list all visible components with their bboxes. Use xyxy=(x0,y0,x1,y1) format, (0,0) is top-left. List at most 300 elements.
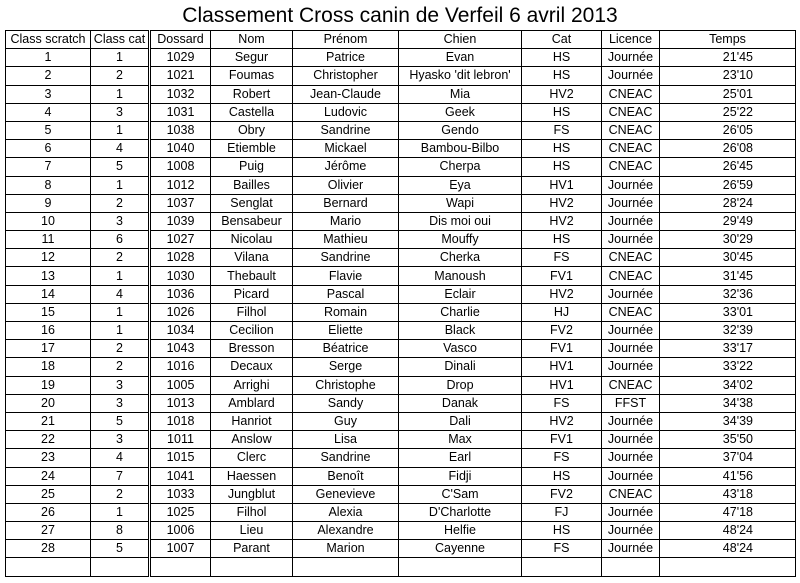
cell-licence: CNEAC xyxy=(602,85,660,103)
cell-chien: Manoush xyxy=(399,267,522,285)
cell-licence: FFST xyxy=(602,394,660,412)
cell-licence: Journée xyxy=(602,322,660,340)
cell-cat: HV2 xyxy=(522,85,602,103)
cell-class-cat: 7 xyxy=(91,467,150,485)
table-row xyxy=(6,322,796,340)
cell-class-scratch: 5 xyxy=(6,121,91,139)
cell-licence: CNEAC xyxy=(602,121,660,139)
cell-temps: 33'17 xyxy=(660,340,796,358)
cell-temps: 37'04 xyxy=(660,449,796,467)
cell-temps: 43'18 xyxy=(660,485,796,503)
header-row xyxy=(6,31,796,49)
cell-dossard: 1007 xyxy=(150,540,211,558)
cell-prenom: Ludovic xyxy=(293,103,399,121)
cell-chien: Cherka xyxy=(399,249,522,267)
cell-chien: Wapi xyxy=(399,194,522,212)
col-header-prenom: Prénom xyxy=(293,31,399,49)
cell-chien: Dinali xyxy=(399,358,522,376)
cell-dossard: 1026 xyxy=(150,303,211,321)
cell-chien: Evan xyxy=(399,49,522,67)
cell-nom: Jungblut xyxy=(211,485,293,503)
cell-nom: Cecilion xyxy=(211,322,293,340)
table-row xyxy=(6,540,796,558)
cell-chien: Max xyxy=(399,431,522,449)
cell-chien: Black xyxy=(399,322,522,340)
cell-licence: CNEAC xyxy=(602,249,660,267)
cell-dossard: 1008 xyxy=(150,158,211,176)
cell-licence: CNEAC xyxy=(602,158,660,176)
cell-prenom: Pascal xyxy=(293,285,399,303)
cell-nom: Castella xyxy=(211,103,293,121)
cell-temps: 25'01 xyxy=(660,85,796,103)
cell-chien xyxy=(399,558,522,576)
cell-licence: Journée xyxy=(602,67,660,85)
cell-cat xyxy=(522,558,602,576)
cell-cat: HS xyxy=(522,49,602,67)
cell-dossard: 1029 xyxy=(150,49,211,67)
col-header-nom: Nom xyxy=(211,31,293,49)
cell-licence: Journée xyxy=(602,431,660,449)
cell-cat: FS xyxy=(522,121,602,139)
cell-cat: FV1 xyxy=(522,340,602,358)
cell-chien: Mia xyxy=(399,85,522,103)
cell-class-scratch: 6 xyxy=(6,140,91,158)
cell-licence: Journée xyxy=(602,503,660,521)
cell-class-cat: 1 xyxy=(91,267,150,285)
cell-class-cat: 5 xyxy=(91,540,150,558)
cell-temps: 35'50 xyxy=(660,431,796,449)
cell-class-cat: 2 xyxy=(91,358,150,376)
cell-class-scratch: 24 xyxy=(6,467,91,485)
table-row xyxy=(6,303,796,321)
cell-chien: Fidji xyxy=(399,467,522,485)
cell-cat: HJ xyxy=(522,303,602,321)
cell-chien: Cayenne xyxy=(399,540,522,558)
cell-prenom: Serge xyxy=(293,358,399,376)
cell-dossard: 1036 xyxy=(150,285,211,303)
cell-cat: FV2 xyxy=(522,485,602,503)
cell-cat: FV1 xyxy=(522,267,602,285)
cell-temps: 26'59 xyxy=(660,176,796,194)
cell-cat: HV1 xyxy=(522,358,602,376)
table-row xyxy=(6,394,796,412)
cell-temps: 47'18 xyxy=(660,503,796,521)
cell-class-cat: 2 xyxy=(91,67,150,85)
table-row xyxy=(6,485,796,503)
cell-chien: Geek xyxy=(399,103,522,121)
cell-dossard: 1018 xyxy=(150,412,211,430)
cell-cat: HV2 xyxy=(522,212,602,230)
table-row xyxy=(6,376,796,394)
cell-class-cat: 1 xyxy=(91,176,150,194)
cell-licence: CNEAC xyxy=(602,376,660,394)
cell-prenom: Guy xyxy=(293,412,399,430)
cell-class-cat: 3 xyxy=(91,103,150,121)
cell-class-scratch: 4 xyxy=(6,103,91,121)
cell-licence: Journée xyxy=(602,285,660,303)
col-header-class-scratch: Class scratch xyxy=(6,31,91,49)
cell-temps: 23'10 xyxy=(660,67,796,85)
cell-chien: Eclair xyxy=(399,285,522,303)
results-body xyxy=(6,49,796,576)
cell-prenom: Mathieu xyxy=(293,231,399,249)
cell-cat: FS xyxy=(522,249,602,267)
cell-dossard: 1034 xyxy=(150,322,211,340)
cell-prenom: Genevieve xyxy=(293,485,399,503)
cell-class-scratch: 21 xyxy=(6,412,91,430)
cell-prenom: Mickael xyxy=(293,140,399,158)
cell-licence: CNEAC xyxy=(602,267,660,285)
cell-class-scratch: 15 xyxy=(6,303,91,321)
cell-licence: Journée xyxy=(602,522,660,540)
cell-class-scratch: 2 xyxy=(6,67,91,85)
cell-nom: Puig xyxy=(211,158,293,176)
table-row xyxy=(6,249,796,267)
cell-class-cat: 3 xyxy=(91,431,150,449)
cell-dossard: 1038 xyxy=(150,121,211,139)
cell-cat: FV1 xyxy=(522,431,602,449)
cell-prenom: Mario xyxy=(293,212,399,230)
cell-prenom: Christopher xyxy=(293,67,399,85)
cell-class-cat: 4 xyxy=(91,449,150,467)
cell-class-scratch: 12 xyxy=(6,249,91,267)
cell-dossard xyxy=(150,558,211,576)
cell-prenom: Patrice xyxy=(293,49,399,67)
cell-cat: FS xyxy=(522,449,602,467)
cell-dossard: 1025 xyxy=(150,503,211,521)
cell-temps: 48'24 xyxy=(660,540,796,558)
cell-temps: 32'39 xyxy=(660,322,796,340)
cell-class-scratch: 25 xyxy=(6,485,91,503)
cell-nom: Filhol xyxy=(211,303,293,321)
cell-prenom: Béatrice xyxy=(293,340,399,358)
cell-dossard: 1027 xyxy=(150,231,211,249)
cell-prenom: Marion xyxy=(293,540,399,558)
cell-cat: FV2 xyxy=(522,322,602,340)
cell-nom: Bailles xyxy=(211,176,293,194)
cell-class-scratch: 11 xyxy=(6,231,91,249)
cell-temps: 26'08 xyxy=(660,140,796,158)
cell-temps: 48'24 xyxy=(660,522,796,540)
table-row xyxy=(6,49,796,67)
cell-class-cat: 1 xyxy=(91,503,150,521)
col-header-cat: Cat xyxy=(522,31,602,49)
cell-licence xyxy=(602,558,660,576)
cell-licence: Journée xyxy=(602,212,660,230)
cell-prenom: Jérôme xyxy=(293,158,399,176)
cell-prenom: Alexia xyxy=(293,503,399,521)
cell-nom: Bresson xyxy=(211,340,293,358)
cell-nom: Nicolau xyxy=(211,231,293,249)
cell-licence: CNEAC xyxy=(602,103,660,121)
cell-cat: HS xyxy=(522,158,602,176)
cell-class-scratch: 14 xyxy=(6,285,91,303)
cell-dossard: 1013 xyxy=(150,394,211,412)
cell-dossard: 1015 xyxy=(150,449,211,467)
cell-temps xyxy=(660,558,796,576)
cell-chien: Helfie xyxy=(399,522,522,540)
cell-prenom: Olivier xyxy=(293,176,399,194)
table-row xyxy=(6,85,796,103)
cell-nom: Etiemble xyxy=(211,140,293,158)
cell-dossard: 1016 xyxy=(150,358,211,376)
cell-prenom: Eliette xyxy=(293,322,399,340)
cell-cat: HV2 xyxy=(522,194,602,212)
cell-prenom: Benoît xyxy=(293,467,399,485)
table-row xyxy=(6,267,796,285)
cell-class-scratch: 23 xyxy=(6,449,91,467)
cell-licence: CNEAC xyxy=(602,303,660,321)
table-row xyxy=(6,194,796,212)
cell-class-scratch: 20 xyxy=(6,394,91,412)
cell-temps: 34'02 xyxy=(660,376,796,394)
cell-dossard: 1043 xyxy=(150,340,211,358)
cell-class-cat: 5 xyxy=(91,412,150,430)
page-title: Classement Cross canin de Verfeil 6 avril 2013 xyxy=(182,4,618,27)
table-row xyxy=(6,431,796,449)
cell-dossard: 1033 xyxy=(150,485,211,503)
cell-class-cat: 3 xyxy=(91,376,150,394)
cell-temps: 30'45 xyxy=(660,249,796,267)
cell-chien: Cherpa xyxy=(399,158,522,176)
cell-dossard: 1005 xyxy=(150,376,211,394)
cell-dossard: 1012 xyxy=(150,176,211,194)
cell-chien: Mouffy xyxy=(399,231,522,249)
cell-chien: Eya xyxy=(399,176,522,194)
cell-licence: Journée xyxy=(602,49,660,67)
cell-chien: Hyasko 'dit lebron' xyxy=(399,67,522,85)
cell-temps: 31'45 xyxy=(660,267,796,285)
table-row xyxy=(6,158,796,176)
cell-temps: 30'29 xyxy=(660,231,796,249)
cell-dossard: 1032 xyxy=(150,85,211,103)
col-header-class-cat: Class cat xyxy=(91,31,150,49)
cell-nom: Segur xyxy=(211,49,293,67)
cell-temps: 28'24 xyxy=(660,194,796,212)
cell-nom: Thebault xyxy=(211,267,293,285)
cell-nom: Picard xyxy=(211,285,293,303)
cell-nom: Clerc xyxy=(211,449,293,467)
cell-prenom xyxy=(293,558,399,576)
table-row xyxy=(6,467,796,485)
cell-nom: Arrighi xyxy=(211,376,293,394)
table-row xyxy=(6,103,796,121)
cell-licence: Journée xyxy=(602,194,660,212)
cell-prenom: Bernard xyxy=(293,194,399,212)
cell-class-scratch: 13 xyxy=(6,267,91,285)
table-row xyxy=(6,522,796,540)
cell-chien: Gendo xyxy=(399,121,522,139)
cell-prenom: Sandy xyxy=(293,394,399,412)
cell-prenom: Alexandre xyxy=(293,522,399,540)
cell-dossard: 1039 xyxy=(150,212,211,230)
cell-cat: HV1 xyxy=(522,176,602,194)
cell-temps: 34'38 xyxy=(660,394,796,412)
cell-class-cat: 2 xyxy=(91,485,150,503)
cell-cat: FJ xyxy=(522,503,602,521)
col-header-licence: Licence xyxy=(602,31,660,49)
cell-class-cat: 8 xyxy=(91,522,150,540)
cell-dossard: 1021 xyxy=(150,67,211,85)
cell-class-scratch: 3 xyxy=(6,85,91,103)
cell-class-scratch: 1 xyxy=(6,49,91,67)
cell-chien: Danak xyxy=(399,394,522,412)
cell-cat: HV2 xyxy=(522,412,602,430)
cell-chien: D'Charlotte xyxy=(399,503,522,521)
cell-class-cat: 2 xyxy=(91,340,150,358)
cell-class-scratch: 17 xyxy=(6,340,91,358)
cell-class-scratch: 16 xyxy=(6,322,91,340)
cell-temps: 29'49 xyxy=(660,212,796,230)
cell-nom: Anslow xyxy=(211,431,293,449)
cell-class-cat xyxy=(91,558,150,576)
cell-class-scratch: 19 xyxy=(6,376,91,394)
cell-class-cat: 1 xyxy=(91,322,150,340)
cell-nom: Foumas xyxy=(211,67,293,85)
cell-chien: Drop xyxy=(399,376,522,394)
table-row xyxy=(6,176,796,194)
cell-class-scratch: 22 xyxy=(6,431,91,449)
cell-class-scratch: 7 xyxy=(6,158,91,176)
cell-class-scratch: 18 xyxy=(6,358,91,376)
cell-licence: Journée xyxy=(602,176,660,194)
cell-chien: Dis moi oui xyxy=(399,212,522,230)
cell-chien: C'Sam xyxy=(399,485,522,503)
table-row xyxy=(6,67,796,85)
results-table xyxy=(5,30,796,577)
cell-licence: Journée xyxy=(602,540,660,558)
cell-dossard: 1030 xyxy=(150,267,211,285)
cell-nom: Vilana xyxy=(211,249,293,267)
cell-cat: HS xyxy=(522,522,602,540)
table-row xyxy=(6,285,796,303)
cell-nom: Hanriot xyxy=(211,412,293,430)
cell-cat: HV1 xyxy=(522,376,602,394)
cell-class-cat: 6 xyxy=(91,231,150,249)
cell-prenom: Flavie xyxy=(293,267,399,285)
cell-temps: 41'56 xyxy=(660,467,796,485)
table-row xyxy=(6,121,796,139)
table-row xyxy=(6,140,796,158)
cell-class-scratch: 8 xyxy=(6,176,91,194)
cell-class-scratch: 10 xyxy=(6,212,91,230)
cell-class-scratch: 28 xyxy=(6,540,91,558)
cell-class-scratch xyxy=(6,558,91,576)
cell-nom: Bensabeur xyxy=(211,212,293,230)
cell-licence: Journée xyxy=(602,449,660,467)
cell-nom: Amblard xyxy=(211,394,293,412)
cell-dossard: 1006 xyxy=(150,522,211,540)
cell-cat: HS xyxy=(522,67,602,85)
cell-prenom: Christophe xyxy=(293,376,399,394)
cell-temps: 33'22 xyxy=(660,358,796,376)
cell-nom: Decaux xyxy=(211,358,293,376)
cell-nom: Parant xyxy=(211,540,293,558)
table-row xyxy=(6,231,796,249)
cell-licence: Journée xyxy=(602,358,660,376)
cell-chien: Bambou-Bilbo xyxy=(399,140,522,158)
cell-cat: HS xyxy=(522,140,602,158)
cell-nom: Senglat xyxy=(211,194,293,212)
cell-dossard: 1031 xyxy=(150,103,211,121)
cell-dossard: 1041 xyxy=(150,467,211,485)
cell-temps: 33'01 xyxy=(660,303,796,321)
cell-prenom: Lisa xyxy=(293,431,399,449)
col-header-dossard: Dossard xyxy=(150,31,211,49)
cell-licence: Journée xyxy=(602,340,660,358)
cell-licence: CNEAC xyxy=(602,485,660,503)
cell-licence: CNEAC xyxy=(602,140,660,158)
cell-nom: Haessen xyxy=(211,467,293,485)
cell-temps: 26'45 xyxy=(660,158,796,176)
cell-class-cat: 4 xyxy=(91,140,150,158)
col-header-chien: Chien xyxy=(399,31,522,49)
table-row xyxy=(6,340,796,358)
cell-cat: HS xyxy=(522,231,602,249)
cell-prenom: Romain xyxy=(293,303,399,321)
table-row xyxy=(6,449,796,467)
cell-cat: HS xyxy=(522,103,602,121)
cell-dossard: 1040 xyxy=(150,140,211,158)
cell-class-scratch: 27 xyxy=(6,522,91,540)
table-row xyxy=(6,358,796,376)
cell-temps: 21'45 xyxy=(660,49,796,67)
cell-cat: HS xyxy=(522,467,602,485)
cell-dossard: 1028 xyxy=(150,249,211,267)
cell-chien: Earl xyxy=(399,449,522,467)
cell-class-scratch: 9 xyxy=(6,194,91,212)
cell-prenom: Jean-Claude xyxy=(293,85,399,103)
cell-class-scratch: 26 xyxy=(6,503,91,521)
cell-dossard: 1037 xyxy=(150,194,211,212)
cell-nom: Robert xyxy=(211,85,293,103)
table-row xyxy=(6,412,796,430)
cell-class-cat: 1 xyxy=(91,49,150,67)
cell-cat: FS xyxy=(522,540,602,558)
cell-chien: Charlie xyxy=(399,303,522,321)
cell-temps: 32'36 xyxy=(660,285,796,303)
cell-nom: Filhol xyxy=(211,503,293,521)
cell-temps: 26'05 xyxy=(660,121,796,139)
cell-prenom: Sandrine xyxy=(293,249,399,267)
cell-class-cat: 2 xyxy=(91,249,150,267)
cell-cat: FS xyxy=(522,394,602,412)
cell-class-cat: 1 xyxy=(91,121,150,139)
cell-class-cat: 1 xyxy=(91,85,150,103)
cell-class-cat: 4 xyxy=(91,285,150,303)
cell-nom: Lieu xyxy=(211,522,293,540)
cell-licence: Journée xyxy=(602,231,660,249)
col-header-temps: Temps xyxy=(660,31,796,49)
cell-nom xyxy=(211,558,293,576)
cell-dossard: 1011 xyxy=(150,431,211,449)
cell-cat: HV2 xyxy=(522,285,602,303)
cell-class-cat: 3 xyxy=(91,394,150,412)
cell-temps: 25'22 xyxy=(660,103,796,121)
cell-licence: Journée xyxy=(602,412,660,430)
cell-prenom: Sandrine xyxy=(293,121,399,139)
cell-nom: Obry xyxy=(211,121,293,139)
cell-chien: Vasco xyxy=(399,340,522,358)
cell-prenom: Sandrine xyxy=(293,449,399,467)
table-row xyxy=(6,212,796,230)
cell-chien: Dali xyxy=(399,412,522,430)
cell-class-cat: 2 xyxy=(91,194,150,212)
table-row xyxy=(6,558,796,576)
table-row xyxy=(6,503,796,521)
cell-class-cat: 3 xyxy=(91,212,150,230)
cell-licence: Journée xyxy=(602,467,660,485)
